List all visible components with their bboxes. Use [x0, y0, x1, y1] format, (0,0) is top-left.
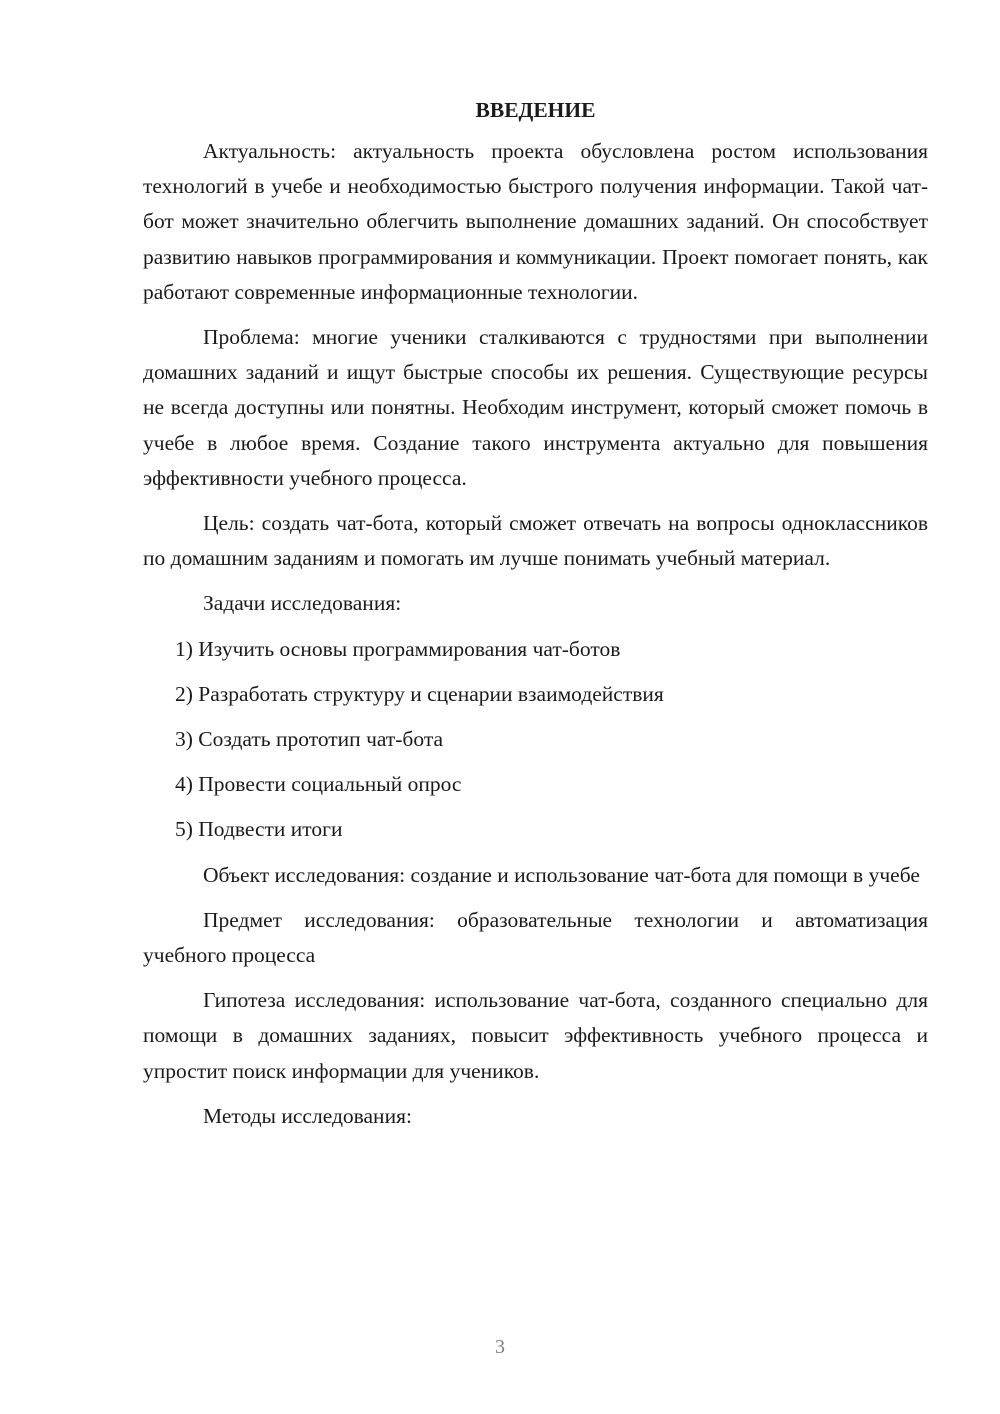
paragraph-goal: Цель: создать чат-бота, который сможет отвечать на вопросы одноклассников по домашним заданиям и помогать им лучше понимать учебный материал. [143, 511, 928, 571]
document-body [143, 96, 928, 1144]
paragraph-relevance: Актуальность: актуальность проекта обусловлена ростом использования технологий в учебе и необходимостью быстрого получения информации. Такой чат-бот может значительно облегчить выполнение домашних заданий. Он способствует развитию навыков программирования и коммуникации. Проект помогает понять, как работают современные информационные технологии. [143, 139, 928, 304]
task-item: 4) Провести социальный опрос [175, 772, 462, 797]
page-number: 3 [495, 1336, 505, 1358]
task-list [143, 632, 928, 848]
tasks-heading: Задачи исследования: [203, 591, 402, 616]
section-title: ВВЕДЕНИЕ [475, 98, 596, 122]
paragraph-problem: Проблема: многие ученики сталкиваются с трудностями при выполнении домашних заданий и ищут быстрые способы их решения. Существующие ресурсы не всегда доступны или понятны. Необходим инструмент, который сможет помочь в учебе в любое время. Создание такого инструмента актуально для повышения эффективности учебного процесса. [143, 325, 928, 490]
task-item: 5) Подвести итоги [175, 817, 343, 842]
paragraph-methods: Методы исследования: [203, 1103, 412, 1128]
task-item: 3) Создать прототип чат-бота [175, 727, 444, 752]
task-item: 2) Разработать структуру и сценарии взаимодействия [175, 681, 664, 706]
task-item: 1) Изучить основы программирования чат-ботов [175, 636, 621, 661]
paragraph-subject: Предмет исследования: образовательные технологии и автоматизация учебного процесса [143, 907, 928, 968]
paragraph-hypothesis: Гипотеза исследования: использование чат-бота, созданного специально для помощи в домашних заданиях, повысит эффективность учебного процесса и упростит поиск информации для учеников. [143, 988, 928, 1083]
paragraph-object: Объект исследования: создание и использование чат-бота для помощи в учебе [203, 862, 920, 887]
